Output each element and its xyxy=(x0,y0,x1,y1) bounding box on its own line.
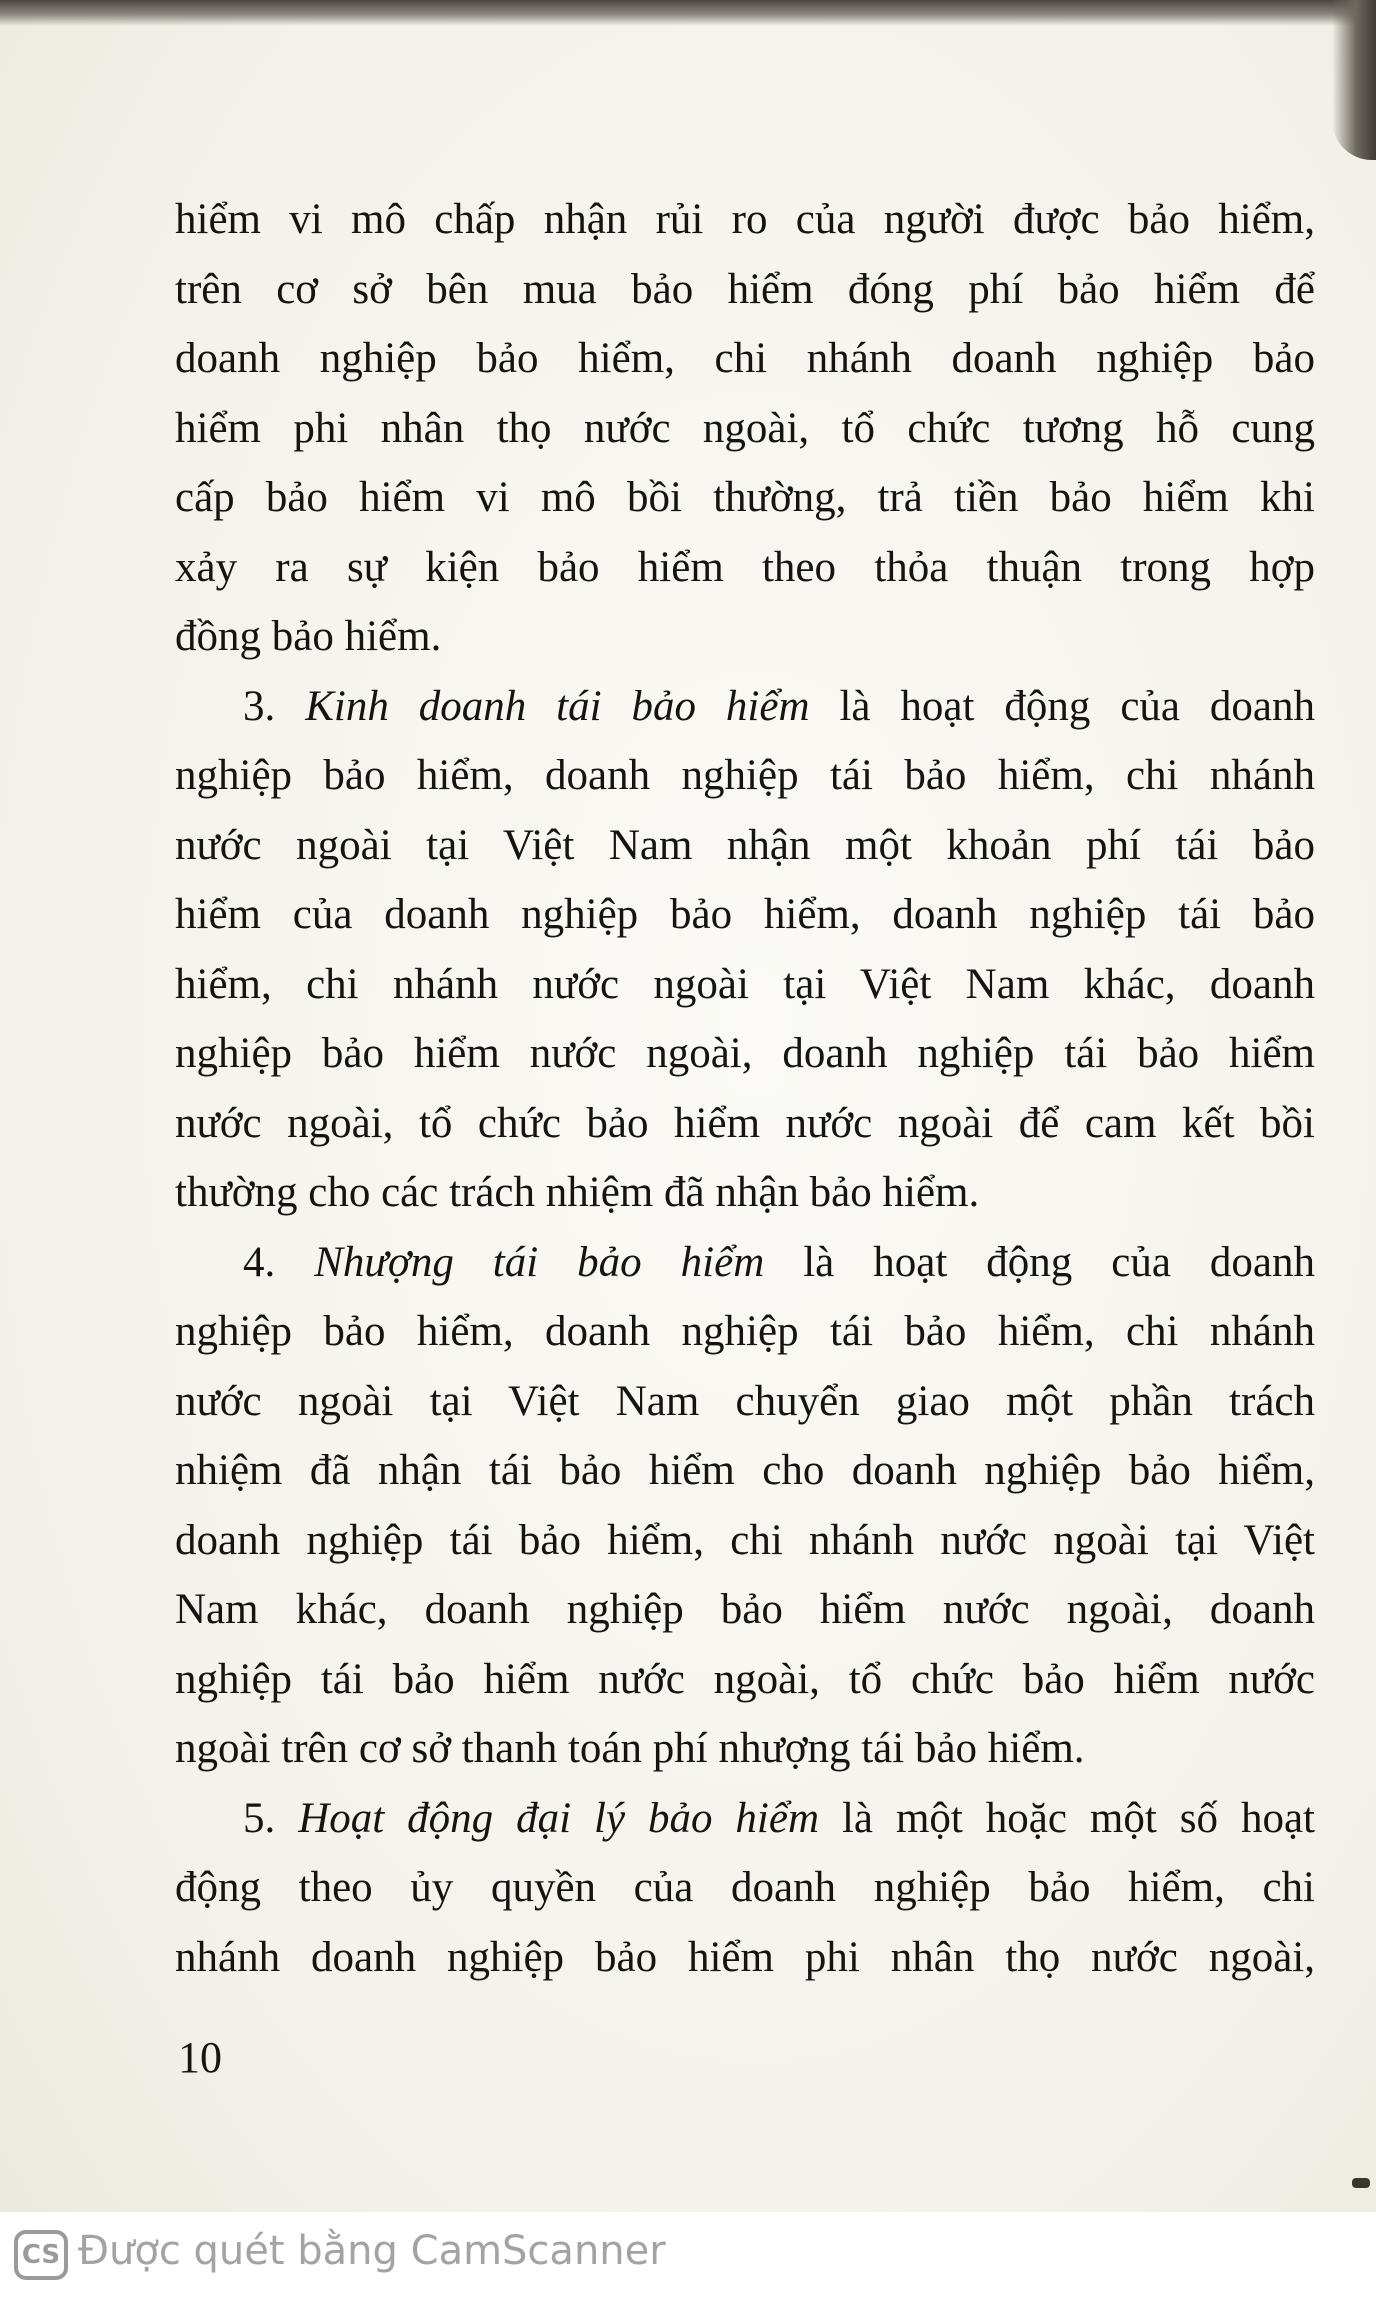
camscanner-logo-icon: CS xyxy=(14,2230,68,2280)
item-number: 5. xyxy=(243,1794,276,1842)
paragraph-first-line xyxy=(175,1228,1315,1298)
text-line: ngoài trên cơ sở thanh toán phí nhượng tái bảo hiểm. xyxy=(175,1725,1085,1772)
text-fragment: là hoạt động của doanh xyxy=(803,1238,1315,1286)
paragraph-4 xyxy=(175,1228,1315,1784)
text-line: thường cho các trách nhiệm đã nhận bảo hiểm. xyxy=(175,1169,980,1216)
text-line: nghiệp bảo hiểm, doanh nghiệp tái bảo hiểm, chi nhánh xyxy=(175,1308,1315,1355)
text-line: hiểm phi nhân thọ nước ngoài, tổ chức tương hỗ cung xyxy=(175,404,1315,452)
text-line: trên cơ sở bên mua bảo hiểm đóng phí bảo hiểm để xyxy=(175,265,1315,313)
item-number: 3. xyxy=(243,682,276,730)
defined-term: Nhượng tái bảo hiểm xyxy=(314,1238,765,1286)
item-number: 4. xyxy=(243,1238,276,1286)
paragraph-5 xyxy=(175,1784,1315,1993)
body-text xyxy=(175,185,1315,1992)
defined-term: Hoạt động đại lý bảo hiểm xyxy=(298,1794,820,1842)
text-line: xảy ra sự kiện bảo hiểm theo thỏa thuận trong hợp xyxy=(175,543,1315,591)
text-fragment: là một hoặc một số hoạt xyxy=(841,1794,1315,1842)
text-line: hiểm của doanh nghiệp bảo hiểm, doanh nghiệp tái bảo xyxy=(175,891,1315,938)
text-line: nước ngoài, tổ chức bảo hiểm nước ngoài để cam kết bồi xyxy=(175,1099,1315,1147)
text-line: doanh nghiệp bảo hiểm, chi nhánh doanh nghiệp bảo xyxy=(175,335,1315,382)
text-line: nước ngoài tại Việt Nam nhận một khoản phí tái bảo xyxy=(175,821,1315,869)
paper-speck xyxy=(1352,2178,1370,2188)
text-fragment: là hoạt động của doanh xyxy=(839,682,1316,730)
text-line: đồng bảo hiểm. xyxy=(175,613,442,660)
text-line: Nam khác, doanh nghiệp bảo hiểm nước ngoài, doanh xyxy=(175,1586,1315,1633)
paragraph-continuation xyxy=(175,185,1315,672)
scanner-watermark: Được quét bằng CamScanner xyxy=(78,2228,666,2274)
text-line: nghiệp tái bảo hiểm nước ngoài, tổ chức bảo hiểm nước xyxy=(175,1655,1315,1703)
text-line: nghiệp bảo hiểm, doanh nghiệp tái bảo hiểm, chi nhánh xyxy=(175,752,1315,799)
page-corner-shadow xyxy=(1332,0,1376,160)
paragraph-first-line xyxy=(175,1784,1315,1854)
text-line: nhiệm đã nhận tái bảo hiểm cho doanh nghiệp bảo hiểm, xyxy=(175,1447,1315,1494)
text-line: hiểm, chi nhánh nước ngoài tại Việt Nam khác, doanh xyxy=(175,960,1315,1008)
text-line: động theo ủy quyền của doanh nghiệp bảo hiểm, chi xyxy=(175,1864,1315,1911)
text-line: nghiệp bảo hiểm nước ngoài, doanh nghiệp tái bảo hiểm xyxy=(175,1030,1315,1077)
text-line: nước ngoài tại Việt Nam chuyển giao một phần trách xyxy=(175,1377,1315,1425)
text-line: cấp bảo hiểm vi mô bồi thường, trả tiền bảo hiểm khi xyxy=(175,474,1315,521)
defined-term: Kinh doanh tái bảo hiểm xyxy=(305,682,810,730)
page-top-shadow xyxy=(0,0,1376,26)
page-number: 10 xyxy=(178,2033,222,2082)
text-line: hiểm vi mô chấp nhận rủi ro của người được bảo hiểm, xyxy=(175,196,1315,243)
paragraph-3 xyxy=(175,672,1315,1228)
paragraph-first-line xyxy=(175,672,1315,742)
text-line: nhánh doanh nghiệp bảo hiểm phi nhân thọ nước ngoài, xyxy=(175,1933,1315,1981)
text-line: doanh nghiệp tái bảo hiểm, chi nhánh nước ngoài tại Việt xyxy=(175,1516,1315,1564)
